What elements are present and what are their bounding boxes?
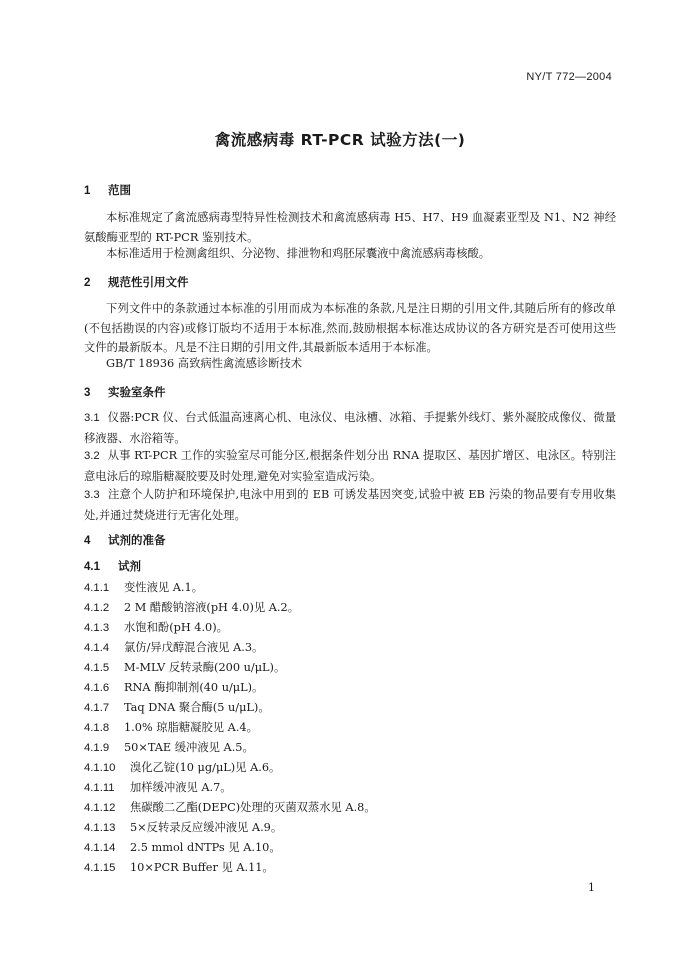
section-heading-scope [84, 182, 131, 198]
reference-item: GB/T 18936 高致病性禽流感诊断技术 [106, 357, 303, 370]
paragraph: 本标准规定了禽流感病毒型特异性检测技术和禽流感病毒 H5、H7、H9 血凝素亚型及 N1、N2 神经氨酸酶亚型的 RT-PCR 鉴别技术。 [84, 211, 616, 244]
reagent-item: 4.1.1 变性液见 A.1。 [84, 581, 204, 594]
reagent-item: 4.1.11 加样缓冲液见 A.7。 [84, 781, 232, 794]
section-title: 规范性引用文件 [108, 275, 189, 289]
reagent-item: 4.1.10 溴化乙锭(10 μg/μL)见 A.6。 [84, 761, 281, 774]
reagent-item: 4.1.6 RNA 酶抑制剂(40 u/μL)。 [84, 681, 264, 694]
section-number: 1 [84, 185, 91, 197]
reagent-item: 4.1.15 10×PCR Buffer 见 A.11。 [84, 861, 274, 874]
reagent-item: 4.1.9 50×TAE 缓冲液见 A.5。 [84, 741, 254, 754]
subsection-heading-reagents: 4.1 试剂 [84, 559, 142, 573]
reagent-item: 4.1.3 水饱和酚(pH 4.0)。 [84, 621, 228, 634]
section-title: 试剂的准备 [108, 533, 166, 547]
reagent-item: 4.1.8 1.0% 琼脂糖凝胶见 A.4。 [84, 721, 258, 734]
reagent-item: 4.1.14 2.5 mmol dNTPs 见 A.10。 [84, 841, 281, 854]
paragraph: 下列文件中的条款通过本标准的引用而成为本标准的条款,凡是注日期的引用文件,其随后所有的修改单(不包括勘误的内容)或修订版均不适用于本标准,然而,鼓励根据本标准达成协议的各方研究是否可使用这些文件的最新版本。凡是不注日期的引用文件,其最新版本适用于本标准。 [84, 302, 616, 354]
reagent-item: 4.1.5 M-MLV 反转录酶(200 u/μL)。 [84, 661, 286, 674]
reagent-item: 4.1.13 5×反转录反应缓冲液见 A.9。 [84, 821, 283, 834]
reagent-item: 4.1.2 2 M 醋酸钠溶液(pH 4.0)见 A.2。 [84, 601, 299, 614]
document-title: 禽流感病毒 RT-PCR 试验方法(一) [214, 131, 466, 149]
section-title: 范围 [108, 183, 132, 197]
section-heading-references [84, 274, 189, 290]
section-number: 4 [84, 535, 91, 547]
clause-3-1: 3.1 仪器:PCR 仪、台式低温高速离心机、电泳仪、电泳槽、冰箱、手提紫外线灯、紫外凝胶成像仪、微量移液器、水浴箱等。 [84, 411, 616, 445]
paragraph: 本标准适用于检测禽组织、分泌物、排泄物和鸡胚尿囊液中禽流感病毒核酸。 [106, 247, 491, 260]
section-number: 2 [84, 277, 91, 289]
clause-3-3: 3.3 注意个人防护和环境保护,电泳中用到的 EB 可诱发基因突变,试验中被 EB 污染的物品要有专用收集处,并通过焚烧进行无害化处理。 [84, 488, 616, 522]
reagent-item: 4.1.7 Taq DNA 聚合酶(5 u/μL)。 [84, 701, 270, 714]
section-title: 实验室条件 [108, 385, 166, 399]
standard-code: NY/T 772—2004 [526, 71, 612, 83]
section-heading-reagents [84, 532, 166, 548]
section-number: 3 [84, 387, 91, 399]
section-heading-lab-conditions [84, 384, 166, 400]
clause-3-2: 3.2 从事 RT-PCR 工作的实验室尽可能分区,根据条件划分出 RNA 提取区、基因扩增区、电泳区。特别注意电泳后的琼脂糖凝胶要及时处理,避免对实验室造成污染。 [84, 449, 616, 483]
page-number: 1 [588, 881, 595, 894]
reagent-item: 4.1.4 氯仿/异戊醇混合液见 A.3。 [84, 641, 264, 654]
reagent-item: 4.1.12 焦碳酸二乙酯(DEPC)处理的灭菌双蒸水见 A.8。 [84, 801, 376, 814]
